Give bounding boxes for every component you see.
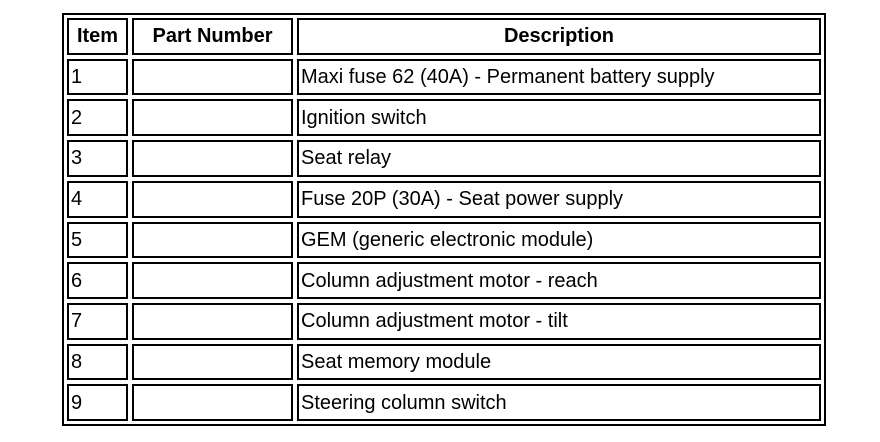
header-item: Item bbox=[67, 18, 128, 55]
description-cell: Seat relay bbox=[297, 140, 821, 177]
part-number-cell bbox=[132, 262, 293, 299]
parts-table bbox=[62, 13, 826, 426]
header-part-number: Part Number bbox=[132, 18, 293, 55]
part-number-cell bbox=[132, 181, 293, 218]
header-description: Description bbox=[297, 18, 821, 55]
part-number-cell bbox=[132, 140, 293, 177]
part-number-cell bbox=[132, 344, 293, 381]
item-cell: 4 bbox=[67, 181, 128, 218]
item-cell: 6 bbox=[67, 262, 128, 299]
description-cell: Seat memory module bbox=[297, 344, 821, 381]
description-cell: Column adjustment motor - tilt bbox=[297, 303, 821, 340]
part-number-cell bbox=[132, 99, 293, 136]
description-cell: Steering column switch bbox=[297, 384, 821, 421]
item-cell: 3 bbox=[67, 140, 128, 177]
part-number-cell bbox=[132, 222, 293, 259]
description-cell: Column adjustment motor - reach bbox=[297, 262, 821, 299]
item-cell: 2 bbox=[67, 99, 128, 136]
item-cell: 9 bbox=[67, 384, 128, 421]
part-number-cell bbox=[132, 303, 293, 340]
description-cell: GEM (generic electronic module) bbox=[297, 222, 821, 259]
description-cell: Ignition switch bbox=[297, 99, 821, 136]
part-number-cell bbox=[132, 59, 293, 96]
item-cell: 5 bbox=[67, 222, 128, 259]
item-cell: 8 bbox=[67, 344, 128, 381]
part-number-cell bbox=[132, 384, 293, 421]
item-cell: 7 bbox=[67, 303, 128, 340]
description-cell: Maxi fuse 62 (40A) - Permanent battery supply bbox=[297, 59, 821, 96]
item-cell: 1 bbox=[67, 59, 128, 96]
description-cell: Fuse 20P (30A) - Seat power supply bbox=[297, 181, 821, 218]
